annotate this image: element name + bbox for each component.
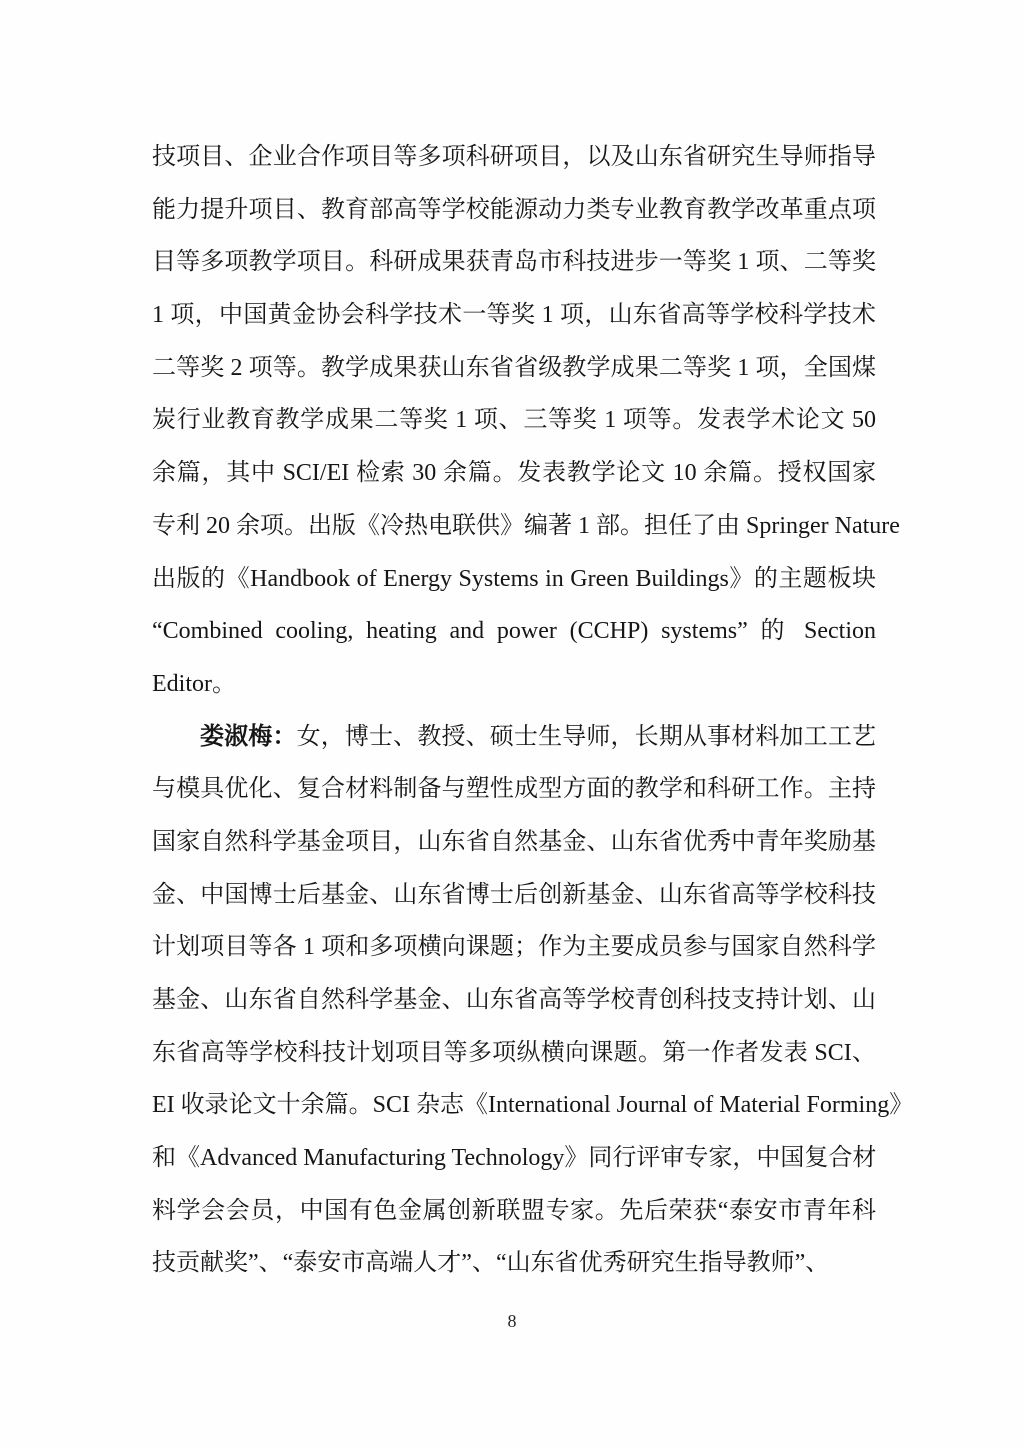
text-line: 东省高等学校科技计划项目等多项纵横向课题。第一作者发表 SCI、 [152,1039,876,1066]
text-line: 和《Advanced Manufacturing Technology》同行评审专家，中国复合材 [152,1145,877,1172]
text-line: 国家自然科学基金项目，山东省自然基金、山东省优秀中青年奖励基 [152,828,876,855]
text-line: 目等多项教学项目。科研成果获青岛市科技进步一等奖 1 项、二等奖 [152,249,876,276]
text-line: 余篇，其中 SCI/EI 检索 30 余篇。发表教学论文 10 余篇。授权国家 [152,460,876,487]
text-line: 二等奖 2 项等。教学成果获山东省省级教学成果二等奖 1 项，全国煤 [152,354,876,381]
text-line: 技贡献奖”、“泰安市高端人才”、“山东省优秀研究生指导教师”、 [152,1250,830,1277]
text-line: 技项目、企业合作项目等多项科研项目，以及山东省研究生导师指导 [152,144,876,170]
text-line: 与模具优化、复合材料制备与塑性成型方面的教学和科研工作。主持 [152,776,876,803]
text-line: EI 收录论文十余篇。SCI 杂志《International Journal of Material Forming》 [152,1092,914,1119]
person-name: 娄淑梅： [200,723,297,750]
text-line: Editor。 [152,670,236,697]
text-line: “Combined cooling, heating and power (CCHP) systems” 的 Section [152,618,876,645]
text-line: 基金、山东省自然科学基金、山东省高等学校青创科技支持计划、山 [152,987,876,1013]
text-line: 出版的《Handbook of Energy Systems in Green Buildings》的主题板块 [152,565,876,592]
page-number: 8 [507,1311,517,1331]
text-line: 计划项目等各 1 项和多项横向课题；作为主要成员参与国家自然科学 [152,934,876,961]
text-line: 炭行业教育教学成果二等奖 1 项、三等奖 1 项等。发表学术论文 50 [152,407,876,434]
text-line: 1 项，中国黄金协会科学技术一等奖 1 项，山东省高等学校科学技术 [152,302,876,329]
text-line-with-bold-name [152,711,876,764]
text-span: 女，博士、教授、硕士生导师，长期从事材料加工工艺 [296,723,876,750]
text-line: 专利 20 余项。出版《冷热电联供》编著 1 部。担任了由 Springer Nature [152,512,900,539]
text-line: 金、中国博士后基金、山东省博士后创新基金、山东省高等学校科技 [152,881,876,908]
document-body [152,131,914,1290]
text-line: 能力提升项目、教育部高等学校能源动力类专业教育教学改革重点项 [152,196,876,223]
text-line: 料学会会员，中国有色金属创新联盟专家。先后荣获“泰安市青年科 [152,1197,876,1224]
